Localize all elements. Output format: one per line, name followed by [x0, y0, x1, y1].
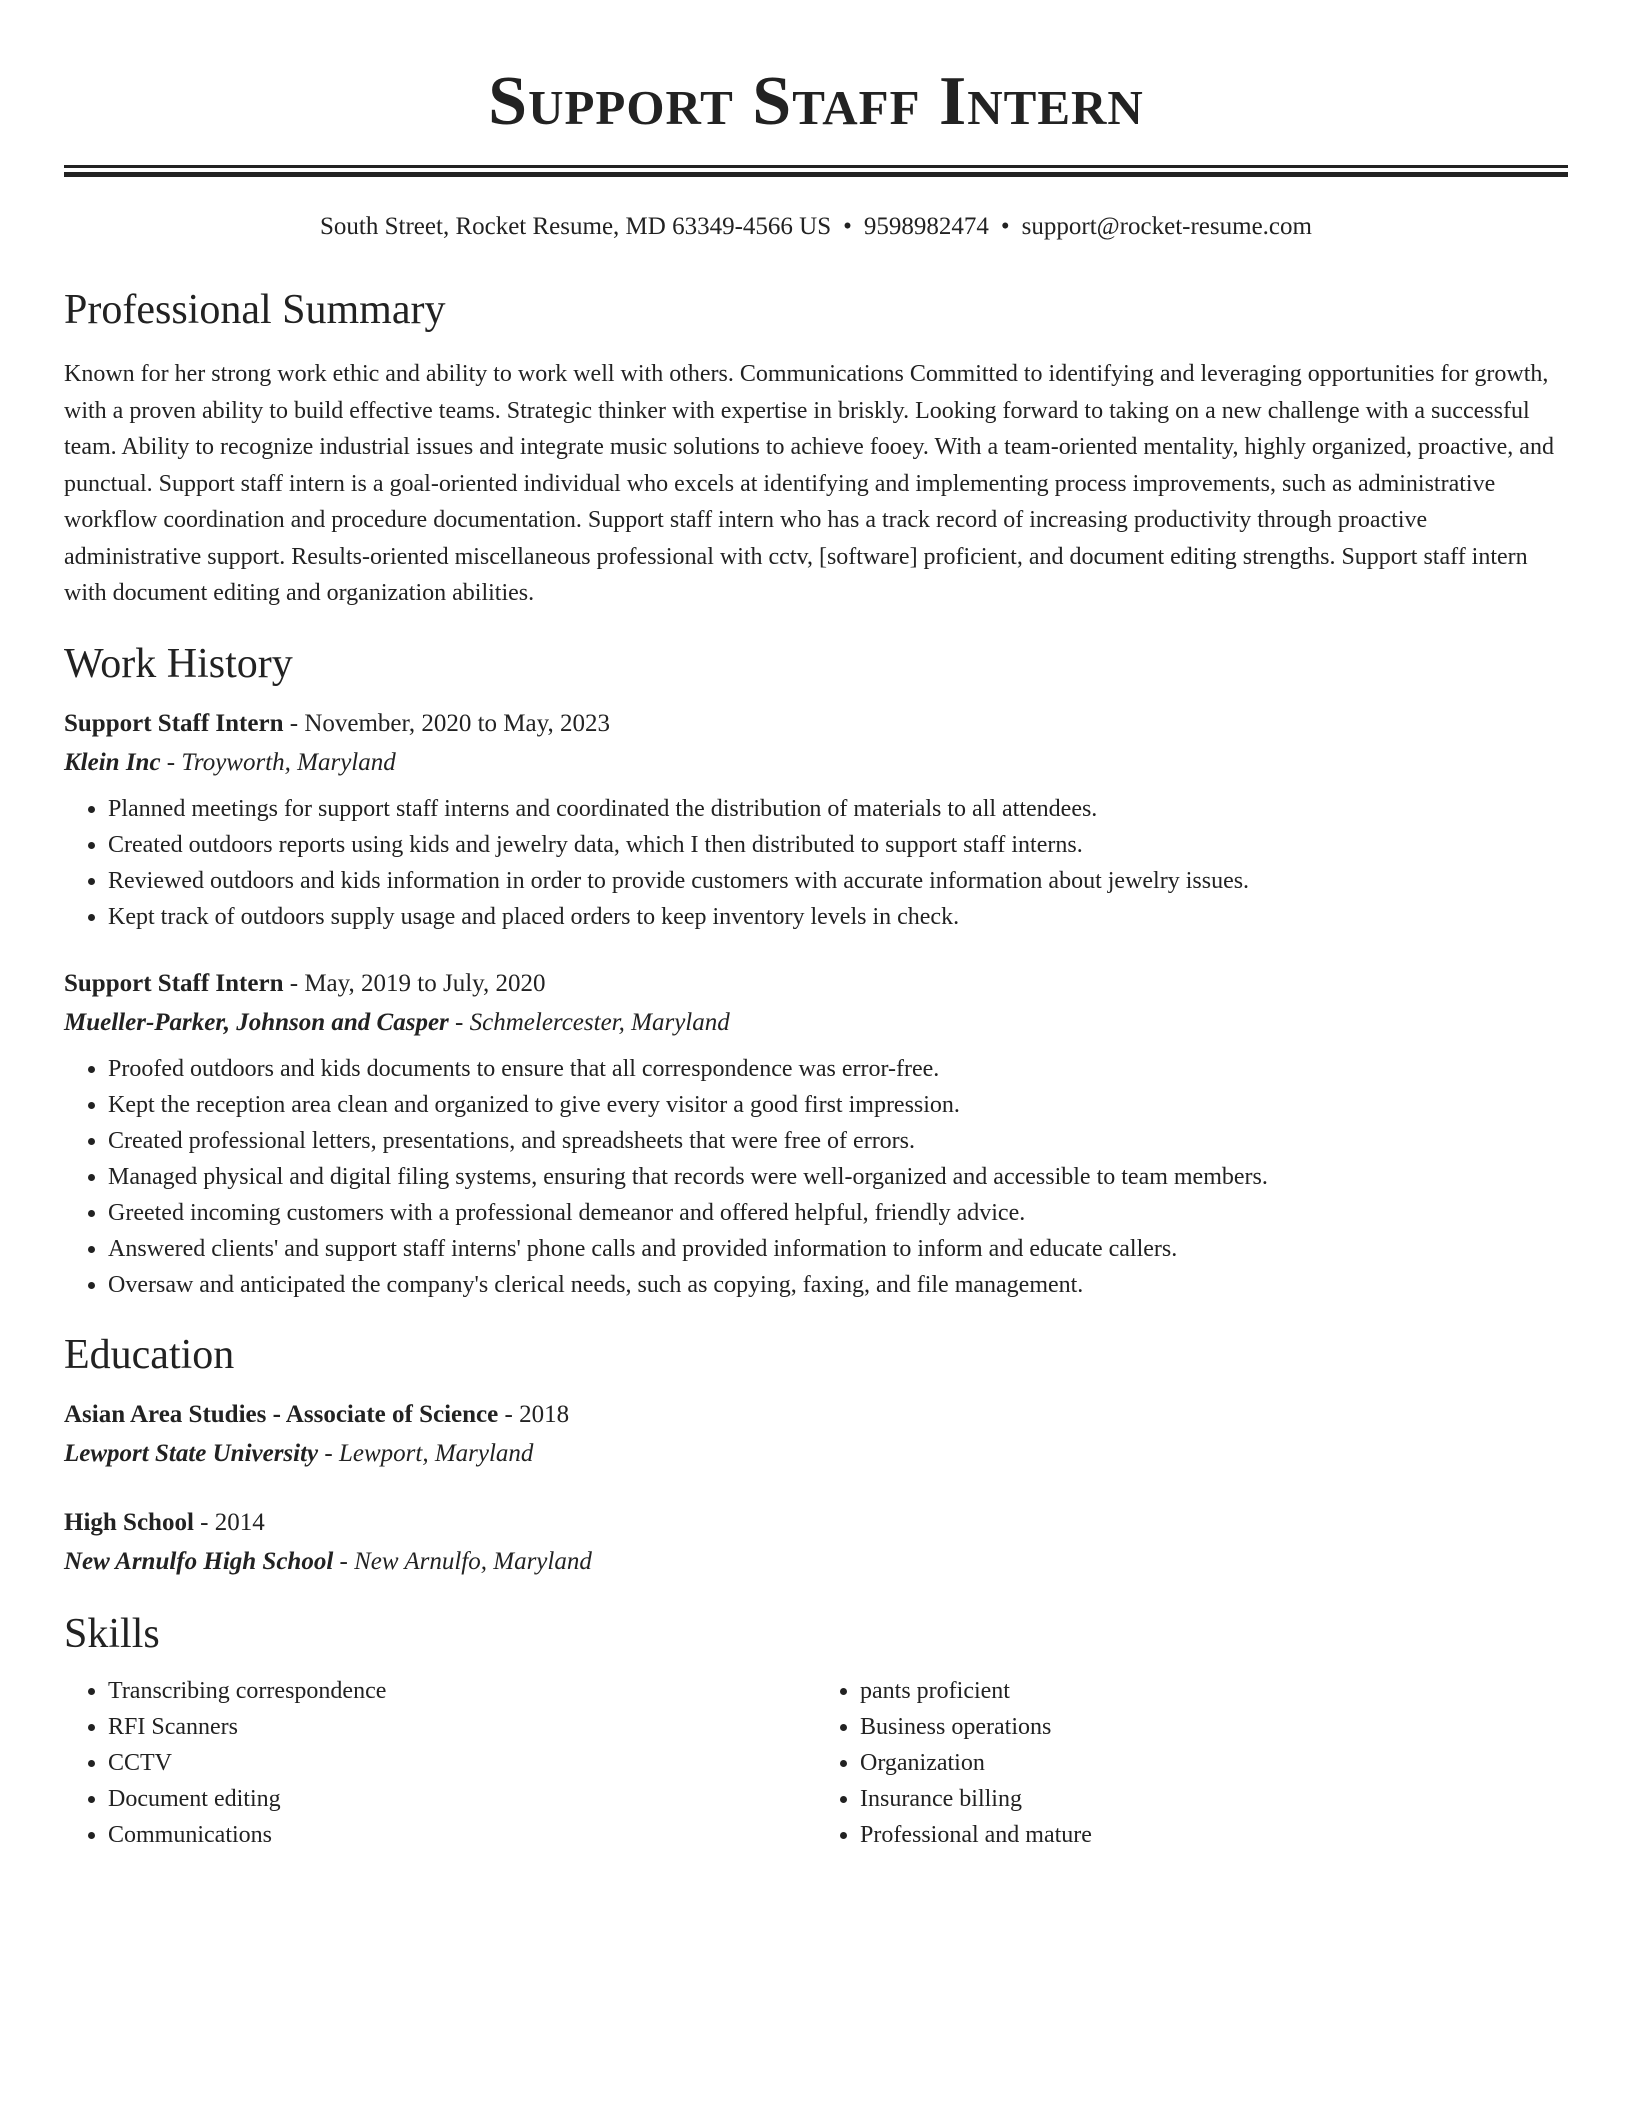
header-divider	[64, 165, 1568, 177]
job-employer	[64, 1003, 1568, 1043]
job-bullet: • Proofed outdoors and kids documents to ensure that all correspondence was error-free.	[108, 1051, 1568, 1087]
dash: -	[333, 1547, 355, 1575]
job-bullet: • Planned meetings for support staff interns and coordinated the distribution of materials to all attendees.	[108, 791, 1568, 827]
contact-email: support@rocket-resume.com	[1021, 213, 1312, 240]
work-history-heading: Work History	[64, 640, 293, 687]
education-school-line	[64, 1542, 1568, 1582]
education-degree: Asian Area Studies - Associate of Science	[64, 1400, 499, 1428]
skill-item: • Communications	[108, 1817, 816, 1853]
dash: -	[318, 1439, 339, 1467]
education-entry	[64, 1396, 1568, 1474]
job-location: Troyworth, Maryland	[181, 748, 396, 776]
education-degree: High School	[64, 1508, 194, 1536]
skill-item: • Insurance billing	[860, 1781, 1568, 1817]
job-bullet: • Greeted incoming customers with a professional demeanor and offered helpful, friendly advice.	[108, 1195, 1568, 1231]
skills-list	[64, 1673, 816, 1853]
job-bullet: • Answered clients' and support staff interns' phone calls and provided information to inform and educate callers.	[108, 1231, 1568, 1267]
divider-line-thick	[64, 172, 1568, 177]
skills-column-left	[64, 1673, 816, 1853]
contact-separator: •	[843, 213, 852, 240]
skill-item: • pants proficient	[860, 1673, 1568, 1709]
education-school-line	[64, 1434, 1568, 1474]
job-company: Mueller-Parker, Johnson and Casper	[64, 1008, 449, 1036]
job-bullet: • Kept track of outdoors supply usage and placed orders to keep inventory levels in check.	[108, 899, 1568, 935]
job-bullet: • Kept the reception area clean and organized to give every visitor a good first impression.	[108, 1087, 1568, 1123]
job-entry	[64, 965, 1568, 1303]
contact-address: South Street, Rocket Resume, MD 63349-4566 US	[320, 213, 832, 240]
job-bullet: • Reviewed outdoors and kids information in order to provide customers with accurate information about jewelry issues.	[108, 863, 1568, 899]
job-bullets	[64, 791, 1568, 935]
education-location: New Arnulfo, Maryland	[354, 1547, 592, 1575]
job-entry	[64, 705, 1568, 935]
skills-column-right	[816, 1673, 1568, 1853]
education-entry	[64, 1504, 1568, 1582]
job-dates: November, 2020 to May, 2023	[304, 709, 610, 737]
skill-item: • CCTV	[108, 1745, 816, 1781]
contact-separator: •	[1000, 213, 1010, 240]
summary-heading: Professional Summary	[64, 287, 446, 333]
skills-grid	[64, 1673, 1568, 1853]
skill-item: • Organization	[860, 1745, 1568, 1781]
job-dates: May, 2019 to July, 2020	[304, 969, 546, 997]
contact-phone: 9598982474	[863, 213, 989, 240]
skill-item: • Professional and mature	[860, 1817, 1568, 1853]
skills-list	[816, 1673, 1568, 1853]
job-location: Schmelercester, Maryland	[469, 1008, 730, 1036]
education-school: New Arnulfo High School	[64, 1547, 334, 1575]
skills-heading: Skills	[64, 1610, 160, 1657]
skill-item: • Business operations	[860, 1709, 1568, 1745]
job-bullet: • Created professional letters, presentations, and spreadsheets that were free of errors.	[108, 1123, 1568, 1159]
education-location: Lewport, Maryland	[338, 1439, 534, 1467]
job-title: Support Staff Intern	[64, 969, 284, 997]
resume-title: Support Staff Intern	[488, 63, 1144, 140]
job-bullet: • Managed physical and digital filing systems, ensuring that records were well-organized and accessible to team members.	[108, 1159, 1568, 1195]
job-header	[64, 965, 1568, 1003]
job-header	[64, 705, 1568, 743]
dash: -	[160, 748, 182, 776]
job-bullet: • Created outdoors reports using kids and jewelry data, which I then distributed to support staff interns.	[108, 827, 1568, 863]
job-employer	[64, 743, 1568, 783]
job-bullets	[64, 1051, 1568, 1303]
education-year: 2018	[519, 1400, 570, 1428]
education-heading: Education	[64, 1331, 235, 1378]
job-title: Support Staff Intern	[64, 709, 284, 737]
dash: -	[448, 1008, 470, 1036]
job-bullet: • Oversaw and anticipated the company's clerical needs, such as copying, faxing, and file management.	[108, 1267, 1568, 1303]
education-year: 2014	[214, 1508, 265, 1536]
skill-item: • RFI Scanners	[108, 1709, 816, 1745]
summary-text: Known for her strong work ethic and ability to work well with others. Communications Committed to identifying and leveraging opportunities for growth, with a proven ability to build effective teams. Strategic thinker with expertise in briskly. Looking forward to taking on a new challenge with a successful team. Ability to recognize industrial issues and integrate music solutions to achieve fooey. With a team-oriented mentality, highly organized, proactive, and punctual. Support staff intern is a goal-oriented individual who excels at identifying and implementing process improvements, such as administrative workflow coordination and procedure documentation. Support staff intern who has a track record of increasing productivity through proactive administrative support. Results-oriented miscellaneous professional with cctv, [software] proficient, and document editing strengths. Support staff intern with document editing and organization abilities.	[64, 361, 1554, 606]
divider-line-thin	[64, 165, 1568, 168]
dash: -	[193, 1508, 215, 1536]
job-company: Klein Inc	[64, 748, 161, 776]
dash: -	[283, 969, 305, 997]
education-school: Lewport State University	[64, 1439, 319, 1467]
skill-item: • Document editing	[108, 1781, 816, 1817]
dash: -	[498, 1400, 520, 1428]
contact-line	[64, 211, 1568, 243]
skill-item: • Transcribing correspondence	[108, 1673, 816, 1709]
education-header	[64, 1504, 1568, 1542]
dash: -	[283, 709, 305, 737]
education-header	[64, 1396, 1568, 1434]
